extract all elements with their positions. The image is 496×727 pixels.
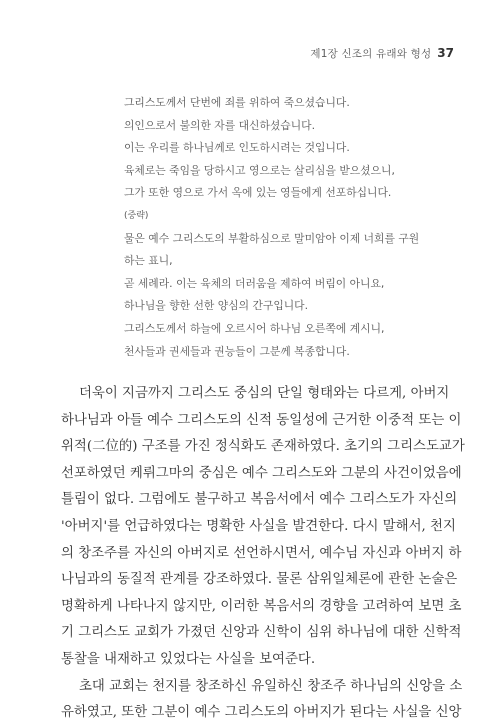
chapter-title: 제1장 신조의 유래와 형성	[310, 48, 432, 60]
quote-line: 천사들과 권세들과 권능들이 그분께 복종합니다.	[124, 344, 350, 358]
quote-line: 곧 세례라. 이는 육체의 더러움을 제하여 버림이 아니요,	[124, 276, 385, 290]
quote-line: 의인으로서 불의한 자를 대신하셨습니다.	[124, 118, 316, 132]
running-header	[310, 46, 454, 61]
quote-line: 그가 또한 영으로 가서 옥에 있는 영들에게 선포하십니다.	[124, 186, 392, 200]
paragraph-line: 위적(二位的) 구조를 가진 정식화도 존재하였다. 초기의 그리스도교가	[61, 439, 465, 455]
body-text	[61, 381, 465, 727]
quote-line: 하나님을 향한 선한 양심의 간구입니다.	[124, 299, 309, 313]
quote-line: 그리스도께서 단번에 죄를 위하여 죽으셨습니다.	[124, 96, 350, 109]
paragraph-line: 더욱이 지금까지 그리스도 중심의 단일 형태와는 다르게, 아버지	[79, 386, 450, 401]
quote-line: 하는 표니,	[124, 254, 173, 268]
paragraph-line: 유하였고, 또한 그분이 예수 그리스도의 아버지가 된다는 사실을 신앙	[61, 705, 462, 721]
paragraph-line: '아버지'를 언급하였다는 명확한 사실을 발견한다. 다시 말해서, 천지	[61, 518, 456, 534]
quote-omission-marker: (중략)	[124, 210, 149, 221]
quote-line: 육체로는 죽임을 당하시고 영으로는 살리심을 받으셨으니,	[124, 163, 395, 177]
paragraph-line: 틀림이 없다. 그럼에도 불구하고 복음서에서 예수 그리스도가 자신의	[61, 492, 458, 508]
paragraph-line: 초대 교회는 천지를 창조하신 유일하신 창조주 하나님의 신앙을 소	[79, 678, 463, 694]
paragraph-line: 하나님과 아들 예수 그리스도의 신적 동일성에 근거한 이중적 또는 이	[61, 412, 462, 428]
paragraph-line: 의 창조주를 자신의 아버지로 선언하시면서, 예수님 자신과 아버지 하	[61, 545, 462, 561]
paragraph-line: 선포하였던 케뤼그마의 중심은 예수 그리스도와 그분의 사건이었음에	[61, 465, 462, 481]
block-quote	[124, 92, 424, 363]
quote-line: 그리스도께서 하늘에 오르시어 하나님 오른쪽에 계시니,	[124, 321, 385, 335]
page-number: 37	[437, 46, 454, 60]
paragraph-line: 기 그리스도 교회가 가졌던 신앙과 신학이 심위 하나님에 대한 신학적	[61, 625, 462, 641]
quote-line: 이는 우리를 하나님께로 인도하시려는 것입니다.	[124, 141, 350, 155]
paragraph-line: 나님과의 동질적 관계를 강조하였다. 물론 삼위일체론에 관한 논술은	[61, 572, 458, 588]
paragraph-line: 명확하게 나타나지 않지만, 이러한 복음서의 경향을 고려하여 보면 초	[61, 598, 462, 614]
paragraph-line: 통찰을 내재하고 있었다는 사실을 보여준다.	[61, 651, 316, 667]
quote-line: 물은 예수 그리스도의 부활하심으로 말미암아 이제 너희를 구원	[124, 231, 420, 245]
